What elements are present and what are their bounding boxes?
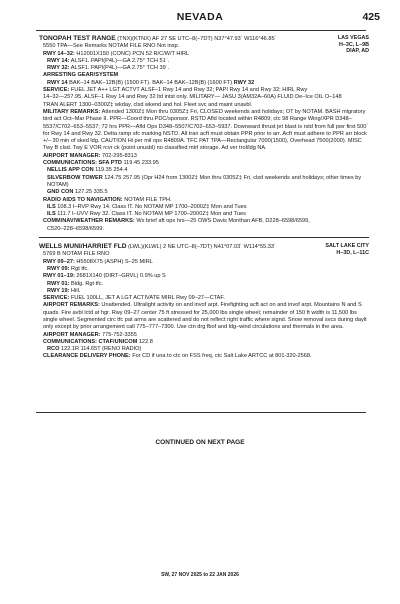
- entry-line: [39, 273, 369, 280]
- entry-label: RWY 09:: [47, 265, 70, 272]
- entry-text: 122.1R 114.65T (RENO RADIO): [59, 346, 142, 353]
- entry-text: 127.25 335.5: [73, 189, 108, 196]
- entry-label: RADIO AIDS TO NAVIGATION:: [43, 196, 123, 203]
- entry-text: 775-752-3355: [100, 331, 137, 338]
- entry-label: RWY 01:: [47, 280, 70, 287]
- entry-line: [39, 251, 369, 258]
- entry-text: 702-295-8313: [100, 152, 137, 159]
- chart-references: [325, 243, 369, 256]
- entry-line: [39, 266, 369, 273]
- entry-label: COMM/NAV/WEATHER REMARKS:: [43, 218, 135, 225]
- entry-line: [39, 175, 369, 190]
- entry-line: [39, 65, 369, 72]
- chart-references: [338, 35, 369, 55]
- header-rule: [36, 30, 366, 31]
- entry-line: [39, 302, 369, 331]
- entry-label: ILS: [47, 211, 56, 218]
- entry-text: 2681X140 (DIRT–GRVL) 0.9% up S: [74, 273, 166, 280]
- entry-line: [39, 80, 369, 87]
- entry-label: AIRPORT MANAGER:: [43, 152, 101, 159]
- airport-entry: [39, 243, 369, 361]
- entry-label: COMMUNICATIONS: CTAF/UNICOM: [43, 338, 138, 345]
- entry-label: NELLIS APP CON: [47, 167, 94, 174]
- entry-text: 119.35 254.4: [93, 167, 128, 174]
- entry-text: For CD if una to ctc on FSS freq, ctc Salt Lake ARTCC at 801-320-2568.: [130, 353, 312, 360]
- entry-line: [39, 204, 369, 211]
- entry-line: [39, 51, 369, 58]
- chart-reference: H–3C, L–9B: [339, 41, 369, 48]
- entry-text: FUEL JET A++ LGT ACTVT ALSF–1 Rwy 14 and Rwy 32; PAPI Rwy 14 and Rwy 32; HIRL Rwy: [69, 87, 308, 94]
- entry-text: H5508X75 (ASPH) S–25 MIRL: [74, 258, 153, 265]
- entry-text: Rgt tfc.: [69, 265, 89, 272]
- page-header: [0, 0, 400, 30]
- entry-text: 5769 B NOTAM FILE RNO: [43, 251, 110, 258]
- airport-name: TONOPAH TEST RANGE: [39, 35, 116, 42]
- entry-text: 124.75 257.95 (Opr H24 from 1300Z‡ Mon thru 0305Z‡ Fri, clsd weekends and holidays; other times by NOTAM): [47, 174, 362, 188]
- entry-label: RCO: [47, 346, 60, 353]
- entry-text: H12001X150 (CONC) PCN 52 R/C/W/T HIRL: [74, 50, 190, 57]
- entry-line: [39, 72, 369, 79]
- entry-line: [39, 109, 369, 153]
- entry-label: CLEARANCE DELIVERY PHONE:: [43, 353, 131, 360]
- entry-label: RWY 01–19:: [43, 273, 75, 280]
- entry-line: [39, 94, 369, 101]
- entry-text: Bldg. Rgt tfc.: [69, 280, 104, 287]
- entry-line: [39, 189, 369, 196]
- entry-text: 108.3 I–RVP Rwy 14. Class IT. No NOTAM MP 1700–2000Z‡ Mon and Tues: [55, 203, 247, 210]
- entry-line: [39, 211, 369, 218]
- airport-title: [39, 243, 369, 251]
- entry-label: ILS: [47, 203, 56, 210]
- entry-text: Hill.: [69, 287, 81, 294]
- chart-reference: DIAP, AD: [346, 48, 369, 55]
- entry-text: BAK–14 BAK–12B(B) (1500 FT). BAK–14 BAK–12B(B) (1600 FT): [67, 79, 234, 86]
- entry-line: [39, 58, 369, 65]
- entry-line: [39, 346, 369, 353]
- entry-label: RWY 14–32:: [43, 50, 75, 57]
- entry-text: Attended 1300Z‡ Mon thru 0305Z‡ Fri, CLOSED weekends and holidays; OT by NOTAM. BASH migratory bird act Oct–Mar Phase II. PPR—Coord thru PDC/sponsor. RSTD Afld located within R4809; ctc 98 Range Wing/XPR D348–5537/C702–653–5537; 72 hrs PPR—Afld Ops D348–5507/C702–653–5937. Downward thrust jet blast is rstd from full pwr first 500´ for Rwy 14 and Rwy 32. Delta ramp sfc marking NSTD. All tran acft must obtain PPR prior to arr. Acft must adhere to PPR arr block +/– 30 min of sked ldg. CAUTION Hi per mil ops R4809A. TFC PAT TPA—Rectangular 7000(1500), Overhead 7500(2000). MISC Twy B clsd. Twy E VOR rcvr ck (point unusbl) no classified mtrl storage. Ad ver trol/ldg NA.: [43, 108, 369, 152]
- entry-text: FUEL 100LL, JET A LGT ACTIVATE MIRL Rwy 09–27—CTAF.: [69, 295, 225, 302]
- airport-name: WELLS MUNI/HARRIET FLD: [39, 243, 127, 251]
- entry-text: ALSF1. PAPI(P4L)—GA 2.75° TCH 39´.: [69, 65, 170, 72]
- entry-text: Wx brief aft ops hrs—25 OWS Davis Monthan AFB, D228–6598/6599,: [134, 218, 310, 225]
- entry-line: [39, 160, 369, 167]
- entry-line: [39, 288, 369, 295]
- chart-reference: SALT LAKE CITY: [325, 243, 369, 250]
- entry-text: 119.45 233.95: [121, 160, 159, 167]
- footer-dates: SW, 27 NOV 2025 to 22 JAN 2026: [161, 572, 239, 578]
- entry-label: RWY 19:: [47, 287, 70, 294]
- entry-label: SILVERBOW TOWER: [47, 174, 103, 181]
- entry-line: [39, 226, 369, 233]
- entry-line: [39, 295, 369, 302]
- entry-text: Unattended. Ultralight activity on and invof arpt. Firefighting acft act on and invof arpt. Mountains N and S quads. Fire avbl lctd at hgr. Rwy 09–27 center 75 ft stressed for 25,000 lbs single wheel; remainder of 150 ft width is 11,500 lbs single wheel. Segmented circ tfc pat arms are scattered and do not reflect right traffic where signd. Snow removal svcs during daylt only except by prior arrangement call 775–777–7300. Use ctn drg fbof and ldg–wind circulations and thermals in the area.: [43, 302, 367, 331]
- entry-line: [39, 153, 369, 160]
- entry-line: [39, 332, 369, 339]
- entry-line: [39, 353, 369, 360]
- airport-title: [39, 35, 369, 43]
- entry-label: SERVICE:: [43, 87, 70, 94]
- entry-label: COMMUNICATIONS: SFA PTD: [43, 160, 122, 167]
- directory-content: [39, 34, 369, 361]
- bottom-rule: [36, 412, 366, 413]
- entry-text: ALSF1. PAPI(P4L)—GA 2.75° TCH 51´.: [69, 57, 170, 64]
- entry-label: RWY 09–27:: [43, 258, 75, 265]
- airport-identifiers: (LWL)(KLWL) 2 NE UTC–8(–7DT) N41°07.03´ W114°55.33´: [128, 244, 276, 251]
- entry-label: RWY 32: [233, 79, 255, 86]
- continued-notice: CONTINUED ON NEXT PAGE: [155, 439, 245, 446]
- state-title: NEVADA: [176, 11, 224, 23]
- entry-text: TRAN ALERT 1300–0300Z‡ wkday, clsd wkend and hol. Fleet svc and maint unavbl.: [43, 101, 253, 108]
- entry-label: ARRESTING GEAR/SYSTEM: [43, 72, 119, 79]
- entry-text: 5550 TPA—See Remarks NOTAM FILE RNO Not insp.: [43, 43, 180, 50]
- entry-text: C520–228–6598/6599.: [47, 225, 104, 232]
- entry-text: 111.7 I–UVV Rwy 32. Class IT. No NOTAM MP 1700–2000Z‡ Mon and Tues: [55, 211, 246, 218]
- entry-line: [39, 102, 369, 109]
- entry-divider: [39, 237, 369, 238]
- chart-reference: H–3D, L–11C: [336, 249, 369, 256]
- entry-line: [39, 197, 369, 204]
- entry-label: MILITARY REMARKS:: [43, 108, 101, 115]
- entry-label: RWY 14:: [47, 57, 70, 64]
- entry-label: AIRPORT REMARKS:: [43, 302, 100, 309]
- airport-identifiers: (TNX)(KTNX) AF 27 SE UTC–8(–7DT) N37°47.93´ W116°46.85´: [117, 36, 277, 42]
- entry-line: [39, 281, 369, 288]
- entry-label: GND CON: [47, 189, 74, 196]
- entry-label: SERVICE:: [43, 295, 70, 302]
- entry-line: [39, 87, 369, 94]
- entry-line: [39, 43, 369, 50]
- entry-text: 122.8: [137, 338, 153, 345]
- entry-label: RWY 32:: [47, 65, 70, 72]
- entry-text: NOTAM FILE TPH.: [122, 196, 172, 203]
- page-number: 425: [362, 11, 380, 23]
- airport-entry: [39, 35, 369, 233]
- entry-label: AIRPORT MANAGER:: [43, 331, 101, 338]
- entry-line: [39, 218, 369, 225]
- chart-reference: LAS VEGAS: [337, 35, 369, 41]
- entry-line: [39, 167, 369, 174]
- entry-label: RWY 14: [47, 79, 68, 86]
- entry-text: 14–32—257.95. ALSF–1 Rwy 14 and Rwy 32 ltd intst only. MILITARY— JASU 3(AM32A–60A) FLUID De–Ice OIL O–148: [43, 94, 342, 101]
- entry-line: [39, 339, 369, 346]
- entry-line: [39, 259, 369, 266]
